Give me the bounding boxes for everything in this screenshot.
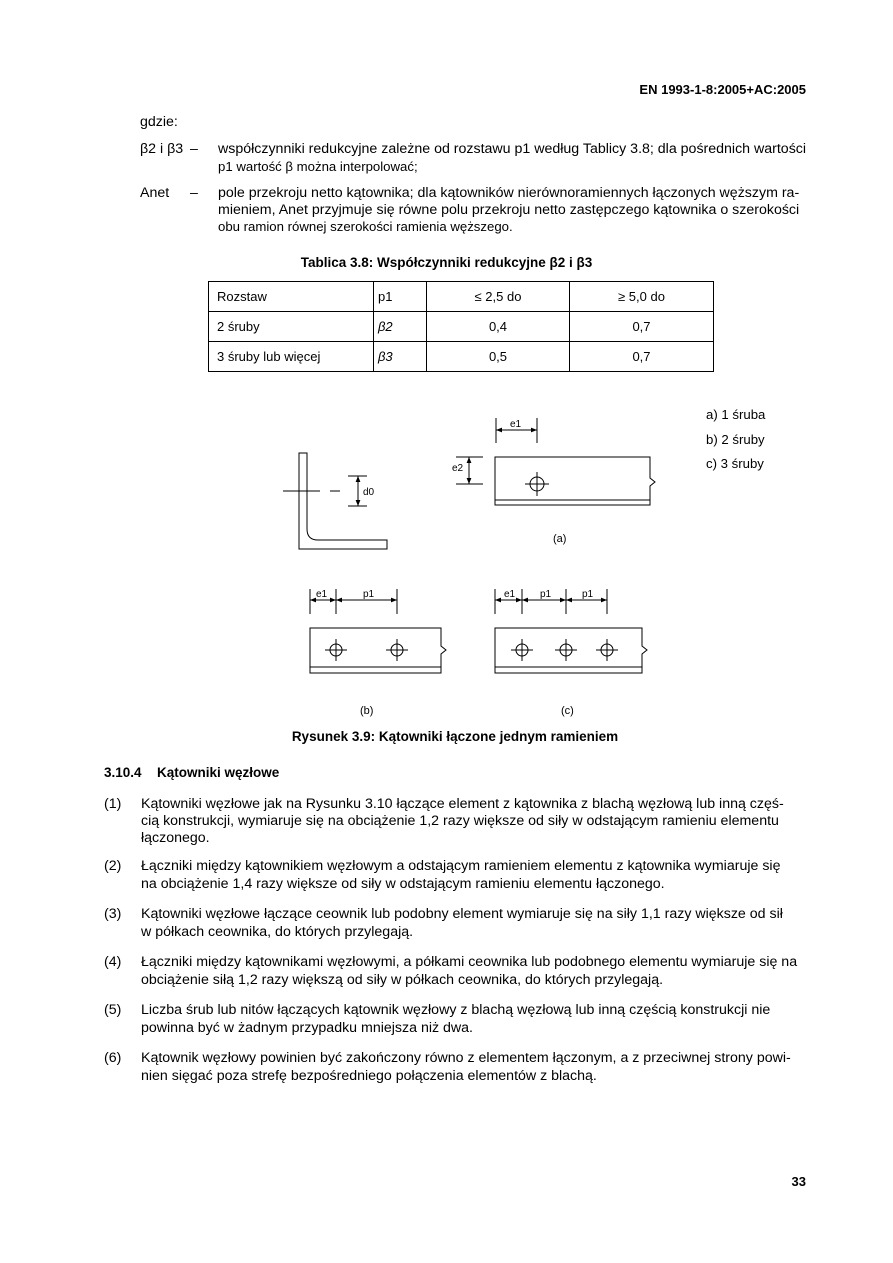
- figure-legend-item: c) 3 śruby: [706, 456, 764, 471]
- e1-label: e1: [504, 589, 516, 600]
- paragraph-line: obciążenie siłą 1,2 razy większą od siły w półkach ceownika, do których przylegają.: [141, 972, 664, 988]
- figure-legend-item: a) 1 śruba: [706, 407, 766, 422]
- section-title: Kątowniki węzłowe: [157, 765, 280, 780]
- table-cell: β3: [374, 342, 427, 372]
- paragraph-line: na obciążenie 1,4 razy większe od siły w odstającym ramieniu elementu łączonego.: [141, 876, 665, 892]
- table-cell: 0,7: [570, 312, 714, 342]
- table-cell: 0,4: [427, 312, 570, 342]
- paragraph-line: Liczba śrub lub nitów łączących kątownik węzłowy z blachą węzłową lub inną częścią konstrukcji nie: [141, 1002, 771, 1018]
- paragraph-line: Łączniki między kątownikami węzłowymi, a półkami ceownika lub podobnego elementu wymiaruje się na: [141, 954, 798, 970]
- paragraph-line: nien sięgać poza strefę bezpośredniego połączenia elementów z blachą.: [141, 1068, 597, 1084]
- plate-b-drawing: [310, 589, 446, 673]
- d0-label: d0: [363, 487, 375, 498]
- table-cell: β2: [374, 312, 427, 342]
- table-cell: p1: [374, 282, 427, 312]
- paragraph-number: (4): [104, 954, 122, 970]
- paragraph-number: (1): [104, 796, 122, 812]
- paragraph-line: Kątowniki węzłowe łączące ceownik lub podobny element wymiaruje się na siły 1,1 razy większe od sił: [141, 906, 783, 922]
- e1-label: e1: [316, 589, 328, 600]
- figure-caption: Rysunek 3.9: Kątowniki łączone jednym ramieniem: [291, 729, 619, 744]
- paragraph-number: (5): [104, 1002, 122, 1018]
- table-cell: 3 śruby lub więcej: [209, 342, 374, 372]
- document-header: EN 1993-1-8:2005+AC:2005: [639, 82, 806, 97]
- definition-dash: –: [190, 185, 198, 201]
- subfigure-a-label: (a): [553, 533, 567, 545]
- section-number: 3.10.4: [104, 765, 142, 780]
- definition-symbol: Anet: [140, 185, 170, 201]
- definition-text: p1 wartość β można interpolować;: [218, 159, 418, 174]
- definition-text: mieniem, Anet przyjmuje się równe polu przekroju netto zastępczego kątownika o szerokości: [218, 202, 800, 218]
- table-cell: ≤ 2,5 do: [427, 282, 570, 312]
- paragraph-line: Kątownik węzłowy powinien być zakończony równo z elementem łączonym, a z przeciwnej strony powi-: [141, 1050, 791, 1066]
- definition-symbol: β2 i β3: [140, 141, 184, 157]
- table-cell: Rozstaw: [209, 282, 374, 312]
- subfigure-b-label: (b): [360, 705, 374, 717]
- where-label: gdzie:: [140, 114, 178, 130]
- p1-label: p1: [540, 589, 552, 600]
- definition-text: obu ramion równej szerokości ramienia węższego.: [218, 219, 513, 234]
- e1-label: e1: [510, 419, 522, 430]
- p1-label: p1: [363, 589, 375, 600]
- subfigure-c-label: (c): [561, 705, 574, 717]
- definition-dash: –: [190, 141, 198, 157]
- paragraph-line: w półkach ceownika, do których przylegają.: [141, 924, 414, 940]
- plate-c-drawing: [495, 589, 647, 673]
- paragraph-number: (6): [104, 1050, 122, 1066]
- table-cell: 2 śruby: [209, 312, 374, 342]
- paragraph-line: powinna być w żadnym przypadku mniejsza niż dwa.: [141, 1020, 473, 1036]
- plate-a-drawing: [456, 418, 655, 505]
- table-cell: 0,7: [570, 342, 714, 372]
- paragraph-line: łączonego.: [141, 830, 210, 846]
- e2-label: e2: [452, 463, 464, 474]
- paragraph-line: Łączniki między kątownikiem węzłowym a odstającym ramieniem elementu z kątownika wymiaruje się: [141, 858, 781, 874]
- table-cell: 0,5: [427, 342, 570, 372]
- table-cell: ≥ 5,0 do: [570, 282, 714, 312]
- table-caption-text: Tablica 3.8: Współczynniki redukcyjne β2 i β3: [300, 255, 593, 270]
- paragraph-line: Kątowniki węzłowe jak na Rysunku 3.10 łączące element z kątownika z blachą węzłową lub inną częś-: [141, 796, 784, 812]
- paragraph-number: (3): [104, 906, 122, 922]
- page-number: 33: [791, 1174, 806, 1189]
- paragraph-line: cią konstrukcji, wymiaruje się na obciążenie 1,2 razy większe od siły w odstającym ramieniu elementu: [141, 813, 779, 829]
- definition-text: współczynniki redukcyjne zależne od rozstawu p1 według Tablicy 3.8; dla pośrednich wartości: [218, 141, 807, 157]
- definition-text: pole przekroju netto kątownika; dla kątowników nierównoramiennych łączonych węższym ra-: [218, 185, 800, 201]
- angle-section-drawing: [283, 453, 387, 549]
- paragraph-number: (2): [104, 858, 122, 874]
- p1-label: p1: [582, 589, 594, 600]
- figure-legend-item: b) 2 śruby: [706, 432, 765, 447]
